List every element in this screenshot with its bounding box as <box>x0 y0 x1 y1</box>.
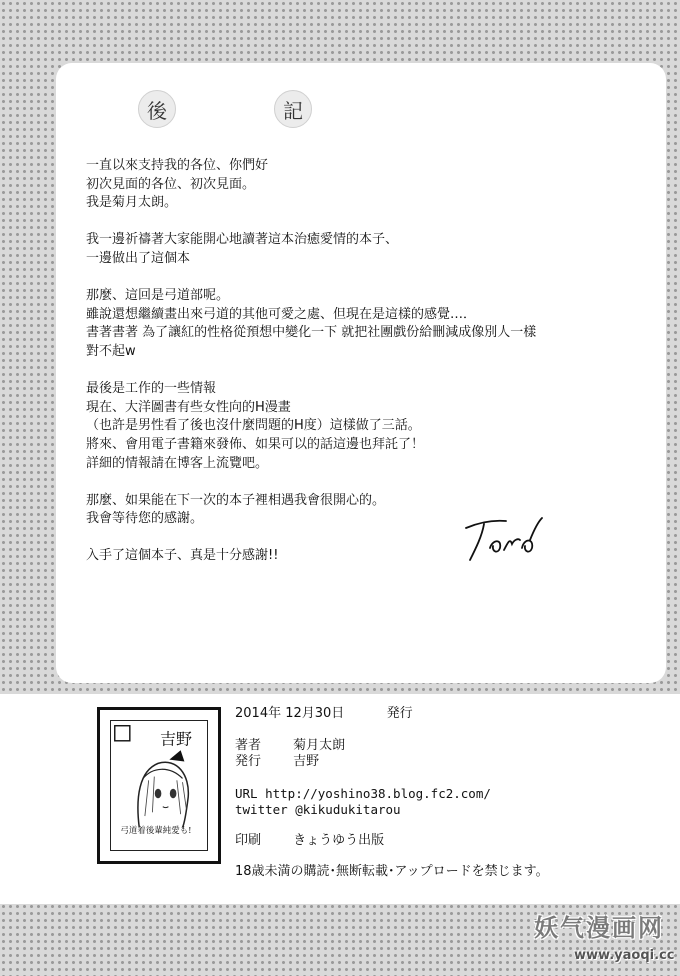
afterword-body <box>86 157 626 566</box>
printer-name: きょうゆう出版 <box>293 833 385 848</box>
issue-label: 発行 <box>386 706 413 721</box>
publisher-label: 発行 <box>235 754 262 769</box>
body-line: 雖說還想繼續畫出來弓道的其他可愛之處、但現在是這樣的感覺…． <box>86 306 477 322</box>
body-line: 書著書著 為了讓紅的性格從預想中變化一下 就把社團戲份給刪減成像別人一樣 <box>86 325 537 341</box>
body-line: 最後是工作的一些情報 <box>86 381 217 397</box>
body-line: 現在、大洋圖書有些女性向的H漫畫 <box>86 399 291 415</box>
watermark-title: 妖气漫画网 <box>534 913 664 942</box>
issue-date: 2014年 12月30日 <box>235 706 345 721</box>
twitter-handle: twitter @kikudukitarou <box>235 802 401 817</box>
afterword-heading-char-2: 記 <box>274 90 312 128</box>
body-line: 對不起w <box>86 343 136 359</box>
body-line: （也許是男性看了後也沒什麼問題的H度）這樣做了三話。 <box>86 418 421 434</box>
age-restriction-notice: 18歳未満の購読･無断転載･アップロードを禁じます。 <box>235 864 549 879</box>
watermark-url: www.yaoqi.cc <box>574 948 675 963</box>
cover-title: 吉野 <box>159 729 192 749</box>
afterword-heading-char-1: 後 <box>138 90 176 128</box>
body-line: 入手了這個本子、真是十分感謝!! <box>86 548 279 564</box>
blog-url: URL http://yoshino38.blog.fc2.com/ <box>235 786 491 801</box>
body-line: 那麼、如果能在下一次的本子裡相遇我會很開心的。 <box>86 492 386 508</box>
publisher-name: 吉野 <box>293 754 320 769</box>
cover-subtitle: 弓道着後輩純愛も! <box>120 825 192 836</box>
body-line: 我會等待您的感謝。 <box>86 511 204 527</box>
site-watermark <box>530 908 676 972</box>
body-line: 一直以來支持我的各位、你們好 <box>86 158 269 173</box>
cover-thumbnail <box>97 707 221 864</box>
taro-signature <box>462 508 544 564</box>
author-name: 菊月太朗 <box>293 738 346 753</box>
cover-illustration-frame <box>110 720 208 851</box>
printer-label: 印刷 <box>235 833 262 848</box>
body-line: 將來、會用電子書籍來發佈、如果可以的話這邊也拜託了！ <box>86 436 425 452</box>
body-line: 一邊做出了這個本 <box>86 250 191 266</box>
body-line: 我一邊祈禱著大家能開心地讀著這本治癒愛情的本子、 <box>86 232 399 248</box>
cover-illustration <box>111 721 207 850</box>
body-line: 初次見面的各位、初次見面。 <box>86 176 256 192</box>
body-line: 我是菊月太朗。 <box>86 195 178 211</box>
body-line: 詳細的情報請在博客上流覽吧。 <box>86 455 269 471</box>
body-line: 那麼、這回是弓道部呢。 <box>86 288 230 304</box>
author-label: 著者 <box>235 738 262 753</box>
